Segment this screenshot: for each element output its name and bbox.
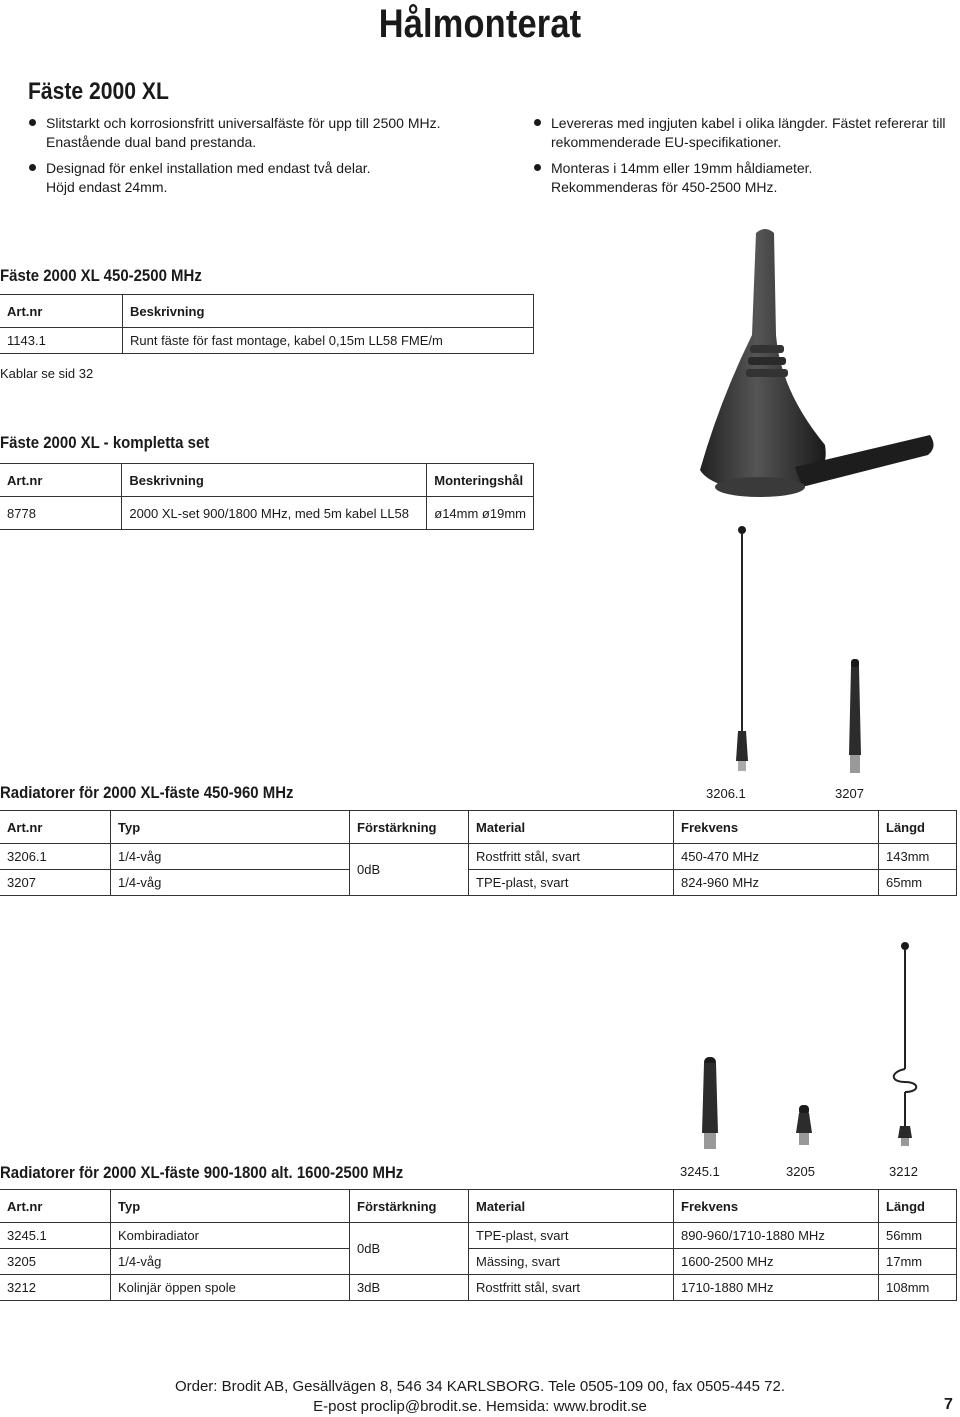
- radiator-3207-image: [843, 657, 867, 777]
- table-cell: 890-960/1710-1880 MHz: [674, 1223, 879, 1249]
- table-row: [0, 328, 534, 354]
- section-heading-radiatorer-450-960: Radiatorer för 2000 XL-fäste 450-960 MHz: [0, 783, 294, 802]
- table-cell: 3207: [0, 870, 111, 896]
- footer-address: Order: Brodit AB, Gesällvägen 8, 546 34 KARLSBORG. Tele 0505-109 00, fax 0505-445 72.: [174, 1378, 786, 1395]
- table-cell: 2000 XL-set 900/1800 MHz, med 5m kabel LL58: [122, 497, 427, 530]
- header-cell: Frekvens: [674, 1190, 879, 1223]
- table-cell: Kolinjär öppen spole: [111, 1275, 350, 1301]
- table-cell: TPE-plast, svart: [469, 1223, 674, 1249]
- header-cell: Förstärkning: [350, 811, 469, 844]
- table-radiatorer-900-2500: [0, 1189, 957, 1301]
- header-cell: Material: [469, 1190, 674, 1223]
- radiator-3245-1-image: [695, 1055, 725, 1151]
- page-title: Hålmonterat: [378, 2, 582, 46]
- table-radiatorer-450-960: [0, 810, 957, 896]
- table-row: [0, 870, 957, 896]
- table-cell: 0dB: [350, 844, 469, 896]
- table-cell: 824-960 MHz: [674, 870, 879, 896]
- table-cell: 3205: [0, 1249, 111, 1275]
- table-cell: 3dB: [350, 1275, 469, 1301]
- table-cell: 1710-1880 MHz: [674, 1275, 879, 1301]
- section-heading-faste-2000-xl: Fäste 2000 XL: [28, 78, 169, 105]
- header-cell: Typ: [111, 1190, 350, 1223]
- header-cell: Frekvens: [674, 811, 879, 844]
- table-cell: 1/4-våg: [111, 844, 350, 870]
- table-cell: 0dB: [350, 1223, 469, 1275]
- radiator-3206-1-image: [730, 525, 754, 775]
- header-cell: Art.nr: [0, 811, 111, 844]
- table-row: [0, 497, 534, 530]
- table-cell: 1/4-våg: [111, 1249, 350, 1275]
- table-cell: 65mm: [879, 870, 957, 896]
- table-cell: Rostfritt stål, svart: [469, 1275, 674, 1301]
- table-row: [0, 1223, 957, 1249]
- table-cell: 56mm: [879, 1223, 957, 1249]
- image-caption: 3245.1: [680, 1164, 720, 1179]
- header-cell: Förstärkning: [350, 1190, 469, 1223]
- cable-note: Kablar se sid 32: [0, 366, 94, 381]
- header-cell: Beskrivning: [123, 295, 534, 328]
- table-header-row: [0, 295, 534, 328]
- section-heading-kompletta-set: Fäste 2000 XL - kompletta set: [0, 433, 210, 452]
- header-cell: Typ: [111, 811, 350, 844]
- section-heading-faste-450-2500: Fäste 2000 XL 450-2500 MHz: [0, 266, 202, 285]
- page-number: 7: [944, 1396, 953, 1413]
- table-cell: Kombiradiator: [111, 1223, 350, 1249]
- header-cell: Beskrivning: [122, 464, 427, 497]
- section-heading-radiatorer-900-2500: Radiatorer för 2000 XL-fäste 900-1800 alt. 1600-2500 MHz: [0, 1163, 404, 1182]
- footer-contact: E-post proclip@brodit.se. Hemsida: www.brodit.se: [313, 1398, 647, 1415]
- mount-product-image: [690, 225, 940, 505]
- table-cell: 3206.1: [0, 844, 111, 870]
- header-cell: Art.nr: [0, 1190, 111, 1223]
- radiator-3212-image: [880, 940, 930, 1150]
- bullet-item: Monteras i 14mm eller 19mm håldiameter. Rekommenderas för 450-2500 MHz.: [531, 159, 951, 197]
- intro-right-bullets: [531, 114, 951, 204]
- table-faste-2000-xl: [0, 294, 534, 354]
- header-cell: Längd: [879, 1190, 957, 1223]
- header-cell: Art.nr: [0, 464, 122, 497]
- header-cell: Monteringshål: [427, 464, 534, 497]
- table-header-row: [0, 1190, 957, 1223]
- image-caption: 3206.1: [706, 786, 746, 801]
- image-caption: 3212: [889, 1164, 918, 1179]
- table-cell: 108mm: [879, 1275, 957, 1301]
- radiator-3205-image: [792, 1103, 816, 1148]
- intro-left-bullets: [26, 114, 486, 204]
- table-cell: 17mm: [879, 1249, 957, 1275]
- table-cell: 8778: [0, 497, 122, 530]
- table-cell: 143mm: [879, 844, 957, 870]
- table-header-row: [0, 464, 534, 497]
- table-header-row: [0, 811, 957, 844]
- table-cell: Rostfritt stål, svart: [469, 844, 674, 870]
- header-cell: Art.nr: [0, 295, 123, 328]
- bullet-item: Levereras med ingjuten kabel i olika längder. Fästet refererar till rekommenderade EU-specifikationer.: [531, 114, 951, 152]
- table-cell: 1143.1: [0, 328, 123, 354]
- table-row: [0, 1275, 957, 1301]
- table-cell: 1/4-våg: [111, 870, 350, 896]
- table-cell: TPE-plast, svart: [469, 870, 674, 896]
- table-row: [0, 1249, 957, 1275]
- bullet-item: Slitstarkt och korrosionsfritt universalfäste för upp till 2500 MHz. Enastående dual band prestanda.: [26, 114, 486, 152]
- table-cell: Mässing, svart: [469, 1249, 674, 1275]
- table-cell: Runt fäste för fast montage, kabel 0,15m LL58 FME/m: [123, 328, 534, 354]
- header-cell: Material: [469, 811, 674, 844]
- table-cell: 3245.1: [0, 1223, 111, 1249]
- table-cell: 450-470 MHz: [674, 844, 879, 870]
- image-caption: 3207: [835, 786, 864, 801]
- header-cell: Längd: [879, 811, 957, 844]
- image-caption: 3205: [786, 1164, 815, 1179]
- table-kompletta-set: [0, 463, 534, 530]
- table-cell: 1600-2500 MHz: [674, 1249, 879, 1275]
- table-row: [0, 844, 957, 870]
- table-cell: ø14mm ø19mm: [427, 497, 534, 530]
- table-cell: 3212: [0, 1275, 111, 1301]
- bullet-item: Designad för enkel installation med endast två delar. Höjd endast 24mm.: [26, 159, 486, 197]
